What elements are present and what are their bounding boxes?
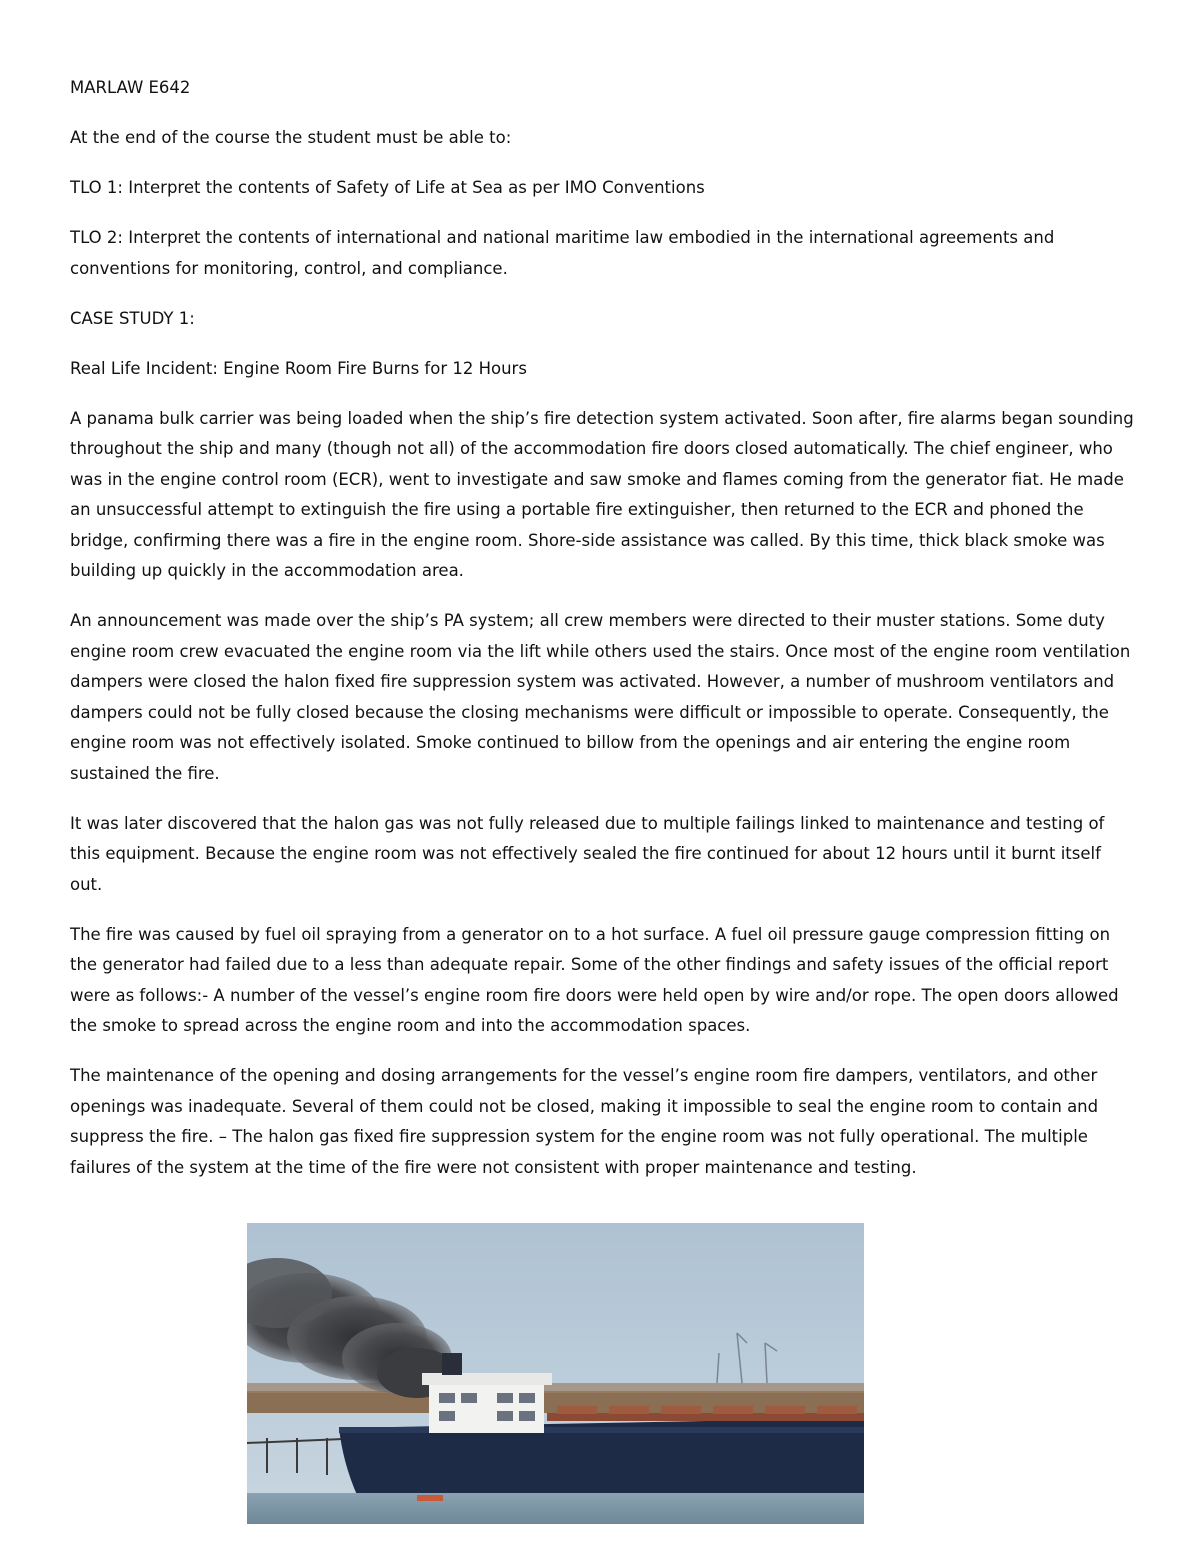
- paragraph-cause: The fire was caused by fuel oil spraying from a generator on to a hot surface. A fuel oil pressure gauge compression fitting on the generator had failed due to a less than adequate repair. Some of the other findings and safety issues of the official report were as follows:- A number of the vessel’s engine room fire doors were held open by wire and/or rope. The open doors allowed the smoke to spread across the engine room and into the accommodation spaces.: [70, 924, 1119, 1035]
- small-boat: [417, 1495, 443, 1501]
- document-body: [70, 73, 1135, 1203]
- case-study-heading: CASE STUDY 1:: [70, 308, 195, 328]
- paragraph-halon: It was later discovered that the halon gas was not fully released due to multiple failings linked to maintenance and testing of this equipment. Because the engine room was not effectively sealed the fire continued for about 12 hours until it burnt itself out.: [70, 813, 1105, 894]
- paragraph-maintenance: The maintenance of the opening and dosing arrangements for the vessel’s engine room fire dampers, ventilators, and other openings was inadequate. Several of them could not be closed, making it impossible to seal the engine room to contain and suppress the fire. – The halon gas fixed fire suppression system for the engine room was not fully operational. The multiple failures of the system at the time of the fire were not consistent with proper maintenance and testing.: [70, 1066, 1099, 1177]
- deck-line: [547, 1413, 864, 1421]
- ship-fire-illustration: [247, 1223, 864, 1524]
- course-code: MARLAW E642: [70, 78, 191, 97]
- tlo-1: TLO 1: Interpret the contents of Safety of Life at Sea as per IMO Conventions: [70, 178, 705, 197]
- water: [247, 1493, 864, 1524]
- incident-title: Real Life Incident: Engine Room Fire Burns for 12 Hours: [70, 358, 527, 378]
- intro-text: At the end of the course the student must be able to:: [70, 128, 512, 147]
- tlo-2: TLO 2: Interpret the contents of international and national maritime law embodied in the international agreements and conventions for monitoring, control, and compliance.: [70, 228, 1055, 278]
- ship-fire-photo: [247, 1223, 864, 1524]
- paragraph-response: An announcement was made over the ship’s PA system; all crew members were directed to their muster stations. Some duty engine room crew evacuated the engine room via the lift while others used the stairs. Once most of the engine room ventilation dampers were closed the halon fixed fire suppression system was activated. However, a number of mushroom ventilators and dampers could not be fully closed because the closing mechanisms were difficult or impossible to operate. Consequently, the engine room was not effectively isolated. Smoke continued to billow from the openings and air entering the engine room sustained the fire.: [70, 611, 1131, 783]
- paragraph-incident: A panama bulk carrier was being loaded when the ship’s fire detection system activated. Soon after, fire alarms began sounding throughout the ship and many (though not all) of the accommodation fire doors closed automatically. The chief engineer, who was in the engine control room (ECR), went to investigate and saw smoke and flames coming from the generator fiat. He made an unsuccessful attempt to extinguish the fire using a portable fire extinguisher, then returned to the ECR and phoned the bridge, confirming there was a fire in the engine room. Shore-side assistance was called. By this time, thick black smoke was building up quickly in the accommodation area.: [70, 408, 1134, 580]
